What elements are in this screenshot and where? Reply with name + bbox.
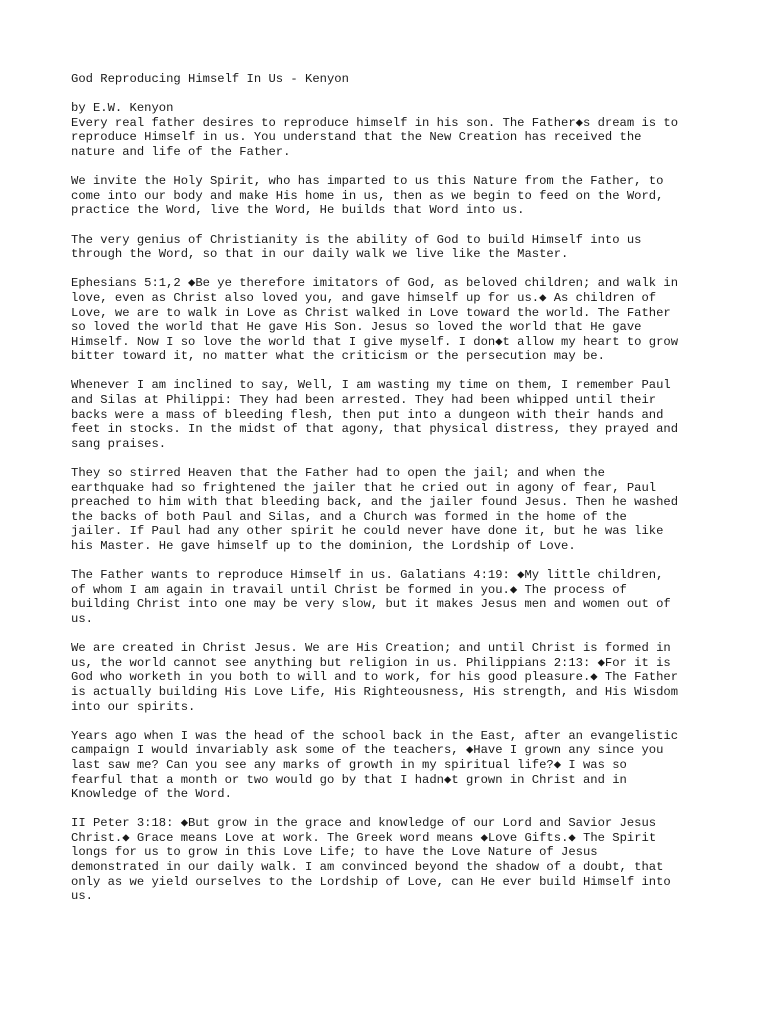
paragraph-line: God who worketh in you both to will and to work, for his good pleasure.◆ The Father: [71, 670, 679, 685]
paragraph-line: only as we yield ourselves to the Lordship of Love, can He ever build Himself into: [71, 874, 671, 889]
paragraph-line: sang praises.: [71, 436, 167, 451]
paragraph: [71, 233, 711, 262]
paragraph-line: demonstrated in our daily walk. I am convinced beyond the shadow of a doubt, that: [71, 860, 664, 875]
paragraph-line: his Master. He gave himself up to the dominion, the Lordship of Love.: [71, 539, 576, 553]
paragraph-line: love, even as Christ also loved you, and gave himself up for us.◆ As children of: [71, 290, 657, 305]
paragraph-line: The very genius of Christianity is the ability of God to build Himself into us: [71, 232, 642, 247]
paragraph-line: so loved the world that He gave His Son. Jesus so loved the world that He gave: [71, 320, 642, 335]
document-page: [71, 72, 711, 904]
paragraph-line: us, the world cannot see anything but religion in us. Philippians 2:13: ◆For it is: [71, 655, 671, 670]
paragraph-line: II Peter 3:18: ◆But grow in the grace and knowledge of our Lord and Savior Jesus: [71, 816, 657, 831]
paragraph-line: feet in stocks. In the midst of that agony, that physical distress, they prayed and: [71, 422, 679, 437]
paragraph-line: Every real father desires to reproduce himself in his son. The Father◆s dream is to: [71, 115, 679, 130]
paragraph-line: the backs of both Paul and Silas, and a Church was formed in the home of the: [71, 509, 627, 524]
paragraph-line: backs were a mass of bleeding flesh, then put into a dungeon with their hands and: [71, 407, 664, 422]
paragraph: [71, 729, 711, 802]
paragraph-line: of whom I am again in travail until Christ be formed in you.◆ The process of: [71, 582, 627, 597]
paragraph-line: and Silas at Philippi: They had been arrested. They had been whipped until their: [71, 393, 657, 408]
paragraph-line: us.: [71, 889, 93, 904]
document-header: [71, 72, 711, 87]
paragraph-line: us.: [71, 611, 93, 626]
paragraph-line: Whenever I am inclined to say, Well, I am wasting my time on them, I remember Paul: [71, 378, 671, 393]
paragraph-line: building Christ into one may be very slow, but it makes Jesus men and women out of: [71, 597, 671, 612]
paragraph-line: is actually building His Love Life, His Righteousness, His strength, and His Wisdom: [71, 684, 679, 699]
paragraph-line: come into our body and make His home in us, then as we begin to feed on the Word,: [71, 188, 664, 203]
paragraph: [71, 174, 711, 218]
paragraph-line: through the Word, so that in our daily walk we live like the Master.: [71, 247, 569, 262]
paragraph-line: earthquake had so frightened the jailer that he cried out in agony of fear, Paul: [71, 480, 657, 495]
paragraph-line: longs for us to grow in this Love Life; to have the Love Nature of Jesus: [71, 845, 598, 860]
paragraph-line: into our spirits.: [71, 699, 196, 714]
paragraph-line: last saw me? Can you see any marks of growth in my spiritual life?◆ I was so: [71, 757, 627, 772]
paragraph: [71, 641, 711, 714]
paragraph-line: Christ.◆ Grace means Love at work. The Greek word means ◆Love Gifts.◆ The Spirit: [71, 830, 657, 845]
paragraph-line: nature and life of the Father.: [71, 144, 291, 159]
paragraph-line: The Father wants to reproduce Himself in us. Galatians 4:19: ◆My little children,: [71, 568, 664, 583]
paragraph-line: We are created in Christ Jesus. We are His Creation; and until Christ is formed in: [71, 641, 671, 656]
paragraph: [71, 276, 711, 364]
paragraph-line: reproduce Himself in us. You understand that the New Creation has received the: [71, 130, 642, 145]
paragraph-line: Years ago when I was the head of the school back in the East, after an evangelistic: [71, 728, 679, 743]
paragraph-line: Ephesians 5:1,2 ◆Be ye therefore imitators of God, as beloved children; and walk in: [71, 276, 679, 291]
paragraph: [71, 568, 711, 626]
paragraph-line: Himself. Now I so love the world that I give myself. I don◆t allow my heart to grow: [71, 334, 679, 349]
paragraph: [71, 378, 711, 451]
paragraph-line: practice the Word, live the Word, He builds that Word into us.: [71, 203, 525, 218]
document-title: God Reproducing Himself In Us - Kenyon: [71, 72, 349, 86]
paragraph-line: jailer. If Paul had any other spirit he could never have done it, but he was like: [71, 524, 664, 539]
document-body: [71, 116, 711, 904]
paragraph: [71, 466, 711, 554]
paragraph-line: Knowledge of the Word.: [71, 787, 232, 802]
paragraph-line: fearful that a month or two would go by that I hadn◆t grown in Christ and in: [71, 772, 627, 787]
paragraph-line: bitter toward it, no matter what the criticism or the persecution may be.: [71, 349, 605, 364]
document-byline: by E.W. Kenyon: [71, 101, 174, 116]
paragraph-line: We invite the Holy Spirit, who has imparted to us this Nature from the Father, to: [71, 174, 664, 189]
paragraph: [71, 116, 711, 160]
paragraph-line: Love, we are to walk in Love as Christ walked in Love toward the world. The Father: [71, 305, 671, 320]
paragraph: [71, 816, 711, 904]
paragraph-line: preached to him with that bleeding back, and the jailer found Jesus. Then he washed: [71, 495, 679, 510]
paragraph-line: They so stirred Heaven that the Father had to open the jail; and when the: [71, 466, 605, 481]
paragraph-line: campaign I would invariably ask some of the teachers, ◆Have I grown any since you: [71, 743, 664, 758]
